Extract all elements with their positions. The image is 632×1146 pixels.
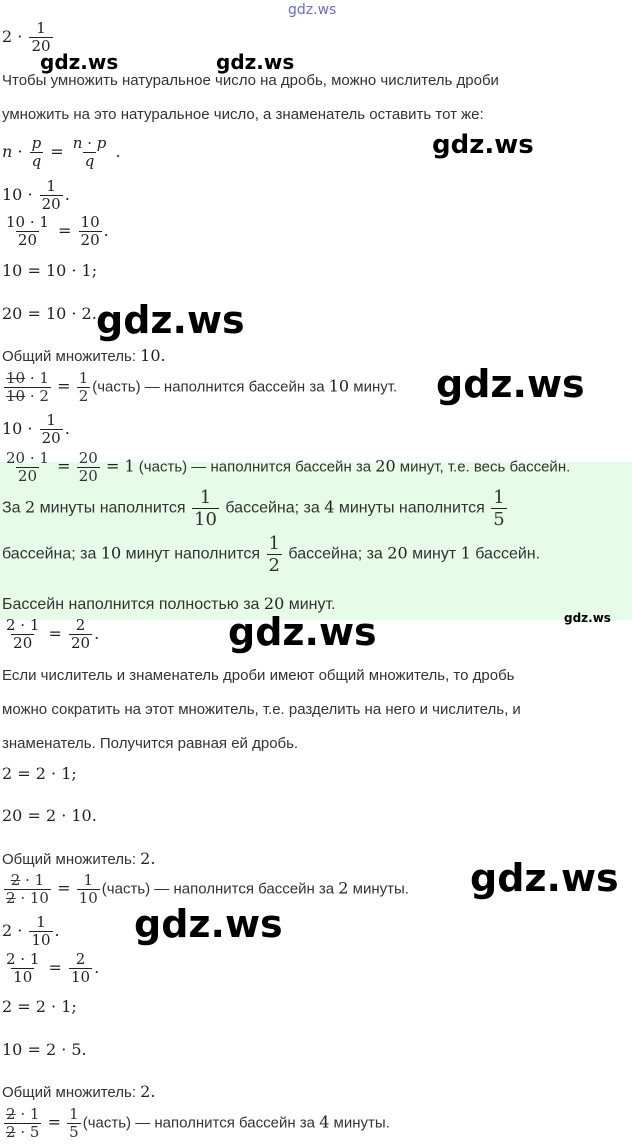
fraction	[69, 617, 92, 652]
math-value: = 1	[105, 456, 135, 476]
expr-line-21	[2, 1106, 390, 1141]
equals-sign: =	[48, 624, 62, 643]
numerator: 2	[75, 616, 86, 634]
numerator-rest: · 1	[15, 1105, 40, 1123]
math-value: 10	[100, 543, 122, 563]
watermark: gdz.ws	[228, 610, 377, 654]
fraction	[4, 1106, 41, 1141]
math-value: 2	[338, 878, 349, 898]
fraction	[4, 872, 51, 907]
fraction	[4, 214, 51, 249]
numerator-rest: · 1	[25, 369, 49, 387]
numerator: 1	[83, 871, 94, 889]
paragraph-5: знаменатель. Получится равная ей дробь.	[2, 735, 299, 752]
denominator: 10	[31, 931, 51, 949]
watermark-top: gdz.ws	[288, 2, 337, 18]
fraction	[491, 487, 506, 530]
fraction	[77, 450, 100, 485]
text: Бассейн наполнится полностью за	[2, 596, 264, 613]
text: бассейн.	[470, 545, 541, 563]
expr-line-16	[2, 914, 60, 949]
paragraph-2: умножить на это натуральное число, а знаменатель оставить тот же:	[2, 106, 484, 123]
fraction	[30, 135, 44, 170]
denominator	[4, 889, 51, 907]
expr-line-13: 20 = 2 · 10.	[2, 806, 97, 825]
denominator: 20	[78, 467, 98, 485]
math-value: 1	[460, 543, 471, 563]
expr-line-11	[2, 617, 99, 652]
fraction	[4, 370, 51, 405]
denominator: 10	[13, 968, 33, 986]
numerator: 10	[80, 213, 100, 231]
denominator: 20	[17, 467, 38, 485]
numerator: 20 · 1	[6, 449, 49, 467]
text: минуты.	[348, 880, 409, 898]
denominator-rest: · 5	[15, 1123, 40, 1141]
expr-line-19: 10 = 2 · 5.	[2, 1040, 87, 1059]
denominator: 20	[80, 231, 100, 249]
expr-end: .	[103, 221, 109, 240]
cancelled-factor: 2	[6, 1105, 16, 1123]
paragraph-1: Чтобы умножить натуральное число на дробь, можно числитель дроби	[2, 72, 499, 89]
numerator: 2	[75, 950, 86, 968]
common-factor-label: Общий множитель:	[2, 348, 141, 365]
expr-text: 10 ·	[2, 185, 33, 204]
fraction	[4, 951, 41, 986]
highlight-line-2	[2, 533, 540, 576]
text: минуты.	[329, 1114, 390, 1132]
formula-line	[2, 135, 121, 170]
fraction	[71, 135, 109, 170]
common-factor-line-1	[2, 346, 166, 365]
equals-sign: =	[57, 878, 71, 898]
denominator-rest: · 2	[25, 387, 49, 405]
common-factor-line-2	[2, 849, 155, 868]
math-value: 4	[324, 497, 335, 517]
watermark: gdz.ws	[564, 611, 611, 625]
expr-end: .	[64, 185, 70, 204]
watermark: gdz.ws	[436, 362, 585, 406]
equals-sign: =	[50, 142, 64, 161]
math-value: 20	[263, 594, 285, 613]
text: (часть) — наполнится бассейн за	[134, 458, 376, 476]
fraction	[77, 370, 91, 405]
cancelled-factor: 10	[6, 387, 26, 405]
fraction	[67, 1106, 81, 1141]
denominator: 10	[194, 509, 217, 530]
numerator: 1	[69, 1105, 79, 1123]
denominator: 5	[493, 509, 505, 530]
watermark: gdz.ws	[432, 130, 534, 160]
fraction	[77, 872, 100, 907]
fraction	[29, 914, 52, 949]
numerator	[9, 872, 46, 889]
fraction	[267, 533, 282, 576]
math-value: 10	[328, 376, 350, 396]
text: (часть) — наполнится бассейн за	[82, 1114, 320, 1132]
text: За	[2, 499, 26, 517]
expr-line-8	[2, 370, 397, 405]
equals-sign: =	[47, 1112, 61, 1132]
denominator: 10	[71, 968, 91, 986]
fraction	[40, 412, 63, 447]
expr-line-6: 20 = 10 · 2.	[2, 304, 97, 323]
math-value: 2	[25, 497, 36, 517]
watermark: gdz.ws	[216, 50, 295, 74]
common-factor-label: Общий множитель:	[2, 1084, 141, 1101]
denominator: 20	[41, 429, 61, 447]
expr-end: .	[54, 921, 60, 940]
denominator: 10	[78, 889, 98, 907]
equals-sign: =	[58, 221, 72, 240]
numerator: 1	[78, 369, 89, 387]
text: минут наполнится	[121, 545, 265, 563]
expr-line-3	[2, 178, 70, 213]
expr-line-4	[2, 214, 109, 249]
text: бассейна; за	[2, 545, 101, 563]
numerator: 2 · 1	[6, 950, 40, 968]
fraction	[40, 178, 63, 213]
watermark: gdz.ws	[134, 902, 283, 946]
math-value: 4	[319, 1112, 330, 1132]
text: бассейна; за	[225, 499, 325, 517]
equals-sign: =	[57, 456, 71, 476]
denominator	[4, 387, 51, 405]
denominator: 5	[69, 1123, 79, 1141]
numerator-rest: · 1	[20, 871, 45, 889]
numerator: 1	[36, 19, 46, 37]
denominator: 20	[13, 634, 33, 652]
denominator: 20	[17, 231, 38, 249]
watermark: gdz.ws	[96, 298, 245, 342]
common-factor-value: 10.	[140, 346, 166, 365]
numerator: 1	[268, 533, 280, 554]
expr-line-17	[2, 951, 99, 986]
denominator: 20	[31, 37, 51, 55]
fraction	[69, 951, 92, 986]
expr-line-9	[2, 412, 70, 447]
text: минут.	[284, 596, 336, 613]
numerator: p	[31, 134, 42, 152]
numerator: 10 · 1	[6, 213, 49, 231]
text: (часть) — наполнится бассейн за	[101, 880, 339, 898]
text: минуты наполнится	[35, 499, 191, 517]
common-factor-value: 2.	[140, 849, 156, 868]
expr-text: 2 ·	[2, 27, 23, 46]
denominator	[4, 1123, 41, 1141]
denominator: 20	[41, 195, 61, 213]
equals-sign: =	[48, 958, 62, 977]
numerator: 20	[78, 449, 98, 467]
numerator: n · p	[72, 134, 107, 152]
expr-end: .	[64, 419, 70, 438]
numerator	[4, 1106, 41, 1123]
text: минуты наполнится	[334, 499, 490, 517]
numerator: 1	[46, 411, 56, 429]
math-value: 20	[387, 543, 408, 563]
denominator: 20	[71, 634, 91, 652]
text: (часть) — наполнится бассейн за	[92, 378, 329, 396]
fraction	[4, 617, 41, 652]
equals-sign: =	[57, 376, 71, 396]
numerator: 1	[36, 913, 46, 931]
expr-text: 2 ·	[2, 921, 23, 940]
watermark: gdz.ws	[40, 50, 119, 74]
expr-line-10	[2, 450, 570, 485]
fraction	[192, 487, 219, 530]
numerator: 2 · 1	[6, 616, 40, 634]
cancelled-factor: 10	[6, 369, 26, 387]
text: бассейна; за	[288, 545, 388, 563]
denominator: 2	[78, 387, 89, 405]
expr-line-12: 2 = 2 · 1;	[2, 764, 77, 783]
fraction	[79, 214, 102, 249]
text: минут.	[349, 378, 398, 396]
fraction	[4, 450, 51, 485]
paragraph-3: Если числитель и знаменатель дроби имеют общий множитель, то дробь	[2, 667, 515, 684]
denominator-rest: · 10	[15, 889, 49, 907]
denominator: 2	[268, 555, 280, 576]
cancelled-factor: 2	[10, 871, 21, 889]
cancelled-factor: 2	[6, 1123, 16, 1141]
paragraph-4: можно сократить на этот множитель, т.е. разделить на него и числитель, и	[2, 701, 521, 718]
numerator: 1	[493, 487, 505, 508]
watermark: gdz.ws	[470, 856, 619, 900]
expr-text: n ·	[2, 142, 23, 161]
common-factor-line-3	[2, 1082, 155, 1101]
numerator: 1	[46, 177, 56, 195]
expr-end: .	[94, 958, 100, 977]
highlight-line-1	[2, 487, 509, 530]
expr-end: .	[94, 624, 100, 643]
numerator	[4, 370, 51, 387]
cancelled-factor: 2	[6, 889, 16, 907]
common-factor-value: 2.	[140, 1082, 156, 1101]
expr-line-5: 10 = 10 · 1;	[2, 261, 98, 280]
denominator: q	[31, 152, 42, 170]
numerator: 1	[199, 487, 212, 508]
denominator: q	[84, 152, 95, 170]
math-value: 20	[375, 456, 396, 476]
text: минут, т.е. весь бассейн.	[395, 458, 571, 476]
text: минут	[407, 545, 461, 563]
common-factor-label: Общий множитель:	[2, 851, 141, 868]
expr-end: .	[115, 142, 121, 161]
expr-text: 10 ·	[2, 419, 33, 438]
expr-line-18: 2 = 2 · 1;	[2, 997, 77, 1016]
